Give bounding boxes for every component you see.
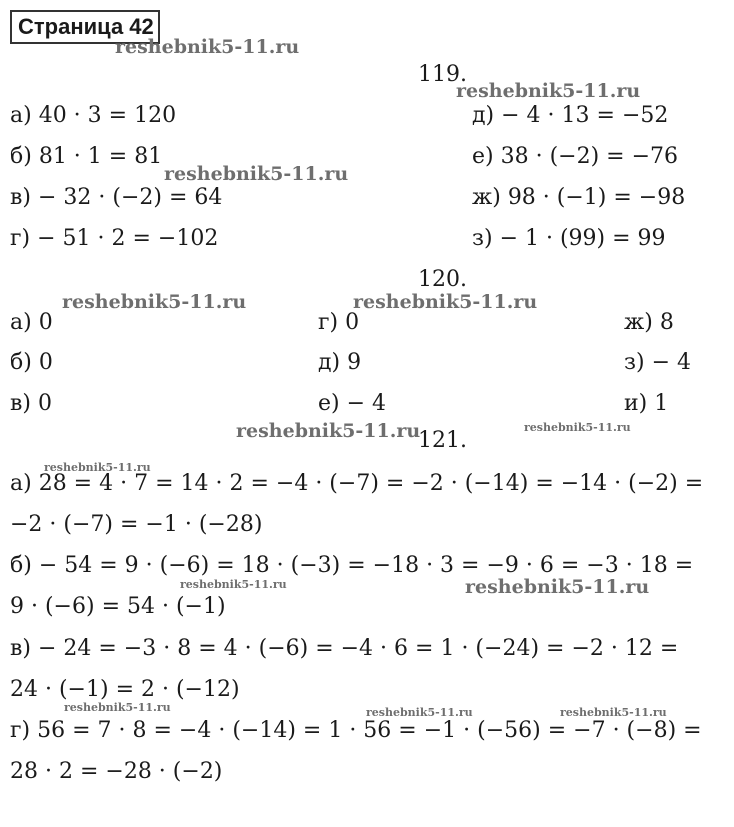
ex121-line-a2: −2 · (−7) = −1 · (−28)	[10, 512, 263, 537]
exercise-120-number: 120.	[418, 267, 467, 292]
watermark: reshebnik5-11.ru	[560, 706, 667, 719]
ex121-line-v2: 24 · (−1) = 2 · (−12)	[10, 677, 240, 702]
ex119-item-v: в) − 32 · (−2) = 64	[10, 185, 223, 210]
watermark: reshebnik5-11.ru	[236, 420, 421, 442]
ex119-item-b: б) 81 · 1 = 81	[10, 144, 163, 169]
ex121-line-b1: б) − 54 = 9 · (−6) = 18 · (−3) = −18 · 3 = −9 · 6 = −3 · 18 =	[10, 553, 694, 578]
watermark: reshebnik5-11.ru	[180, 578, 287, 591]
ex120-item-i: и) 1	[624, 391, 669, 416]
watermark: reshebnik5-11.ru	[62, 291, 247, 313]
ex119-item-zh: ж) 98 · (−1) = −98	[472, 185, 686, 210]
ex120-item-d: д) 9	[318, 350, 362, 375]
watermark: reshebnik5-11.ru	[353, 291, 538, 313]
ex120-item-z: з) − 4	[624, 350, 691, 375]
watermark: reshebnik5-11.ru	[44, 461, 151, 474]
watermark: reshebnik5-11.ru	[366, 706, 473, 719]
ex121-line-a1: а) 28 = 4 · 7 = 14 · 2 = −4 · (−7) = −2 · (−14) = −14 · (−2) =	[10, 471, 704, 496]
ex120-item-e: е) − 4	[318, 391, 387, 416]
ex119-item-z: з) − 1 · (99) = 99	[472, 226, 666, 251]
ex121-line-b2: 9 · (−6) = 54 · (−1)	[10, 594, 226, 619]
exercise-121-number: 121.	[418, 428, 467, 453]
ex119-item-d: д) − 4 · 13 = −52	[472, 103, 669, 128]
ex120-item-a: а) 0	[10, 310, 53, 335]
ex120-item-v: в) 0	[10, 391, 52, 416]
page-title: Страница 42	[10, 10, 160, 44]
ex121-line-v1: в) − 24 = −3 · 8 = 4 · (−6) = −4 · 6 = 1 · (−24) = −2 · 12 =	[10, 636, 679, 661]
ex119-item-e: е) 38 · (−2) = −76	[472, 144, 679, 169]
watermark: reshebnik5-11.ru	[456, 80, 641, 102]
watermark: reshebnik5-11.ru	[64, 701, 171, 714]
watermark: reshebnik5-11.ru	[115, 36, 300, 58]
ex120-item-zh: ж) 8	[624, 310, 674, 335]
ex120-item-b: б) 0	[10, 350, 53, 375]
ex121-line-g1: г) 56 = 7 · 8 = −4 · (−14) = 1 · 56 = −1 · (−56) = −7 · (−8) =	[10, 718, 702, 743]
watermark: reshebnik5-11.ru	[524, 421, 631, 434]
ex120-item-g: г) 0	[318, 310, 360, 335]
ex119-item-g: г) − 51 · 2 = −102	[10, 226, 219, 251]
exercise-119-number: 119.	[418, 62, 467, 87]
watermark: reshebnik5-11.ru	[164, 163, 349, 185]
ex119-item-a: а) 40 · 3 = 120	[10, 103, 177, 128]
ex121-line-g2: 28 · 2 = −28 · (−2)	[10, 759, 223, 784]
watermark: reshebnik5-11.ru	[465, 576, 650, 598]
